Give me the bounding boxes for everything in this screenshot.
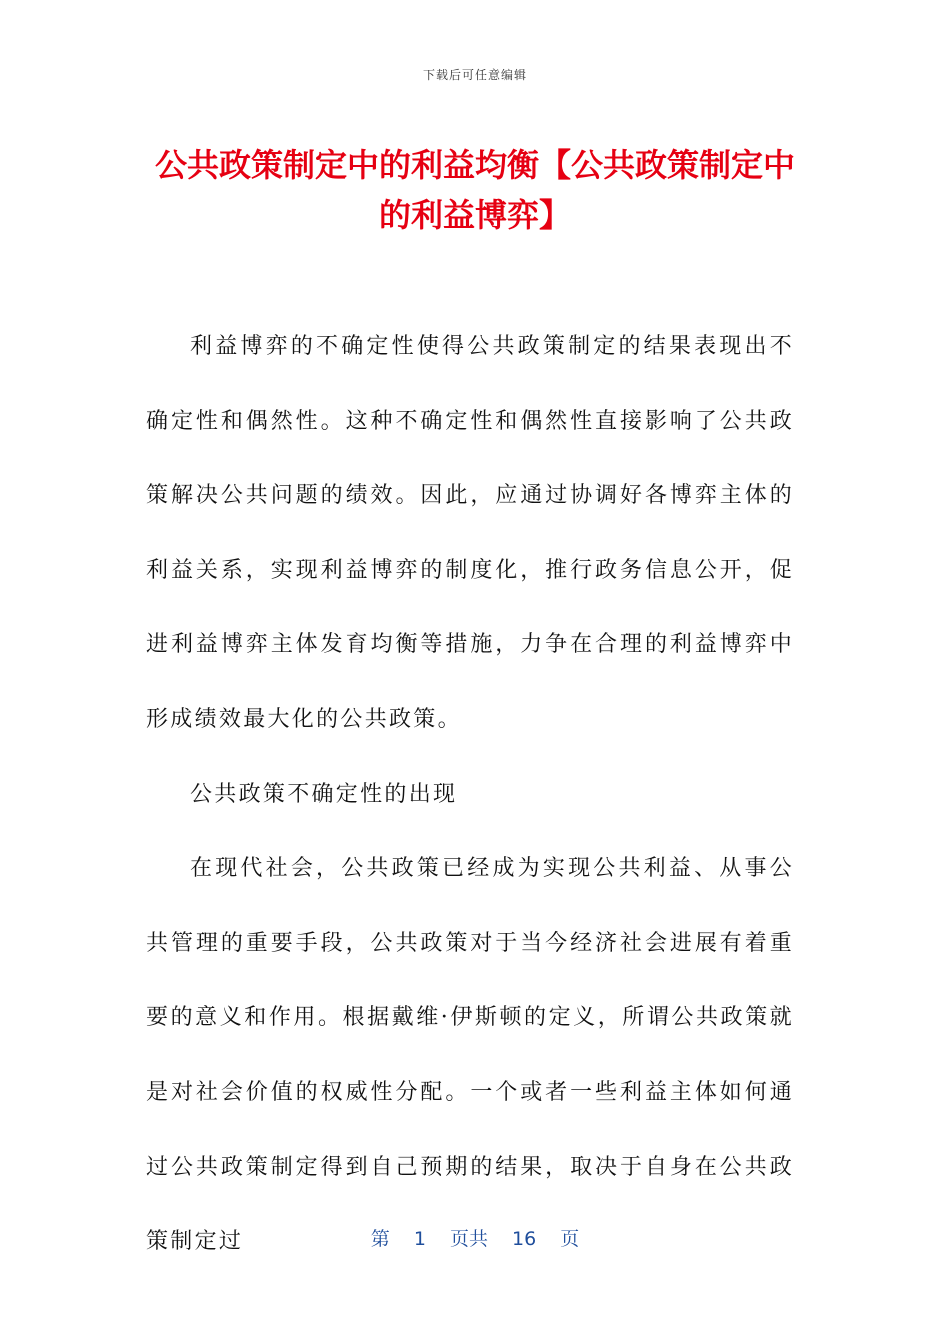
paragraph: 利益博弈的不确定性使得公共政策制定的结果表现出不确定性和偶然性。这种不确定性和偶然性直接影响了公共政策解决公共问题的绩效。因此，应通过协调好各博弈主体的利益关系，实现利益博弈的制度化，推行政务信息公开，促进利益博弈主体发育均衡等措施，力争在合理的利益博弈中形成绩效最大化的公共政策。 [146, 334, 794, 732]
paragraph: 在现代社会，公共政策已经成为实现公共利益、从事公共管理的重要手段，公共政策对于当今经济社会进展有着重要的意义和作用。根据戴维·伊斯顿的定义，所谓公共政策就是对社会价值的权威性分配。一个或者一些利益主体如何通过公共政策制定得到自己预期的结果，取决于自身在公共政策制定过 [146, 856, 794, 1255]
document-body [146, 310, 794, 1280]
document-title: 公共政策制定中的利益均衡【公共政策制定中的利益博弈】 [154, 146, 795, 234]
header-note: 下载后可任意编辑 [422, 68, 527, 82]
section-heading: 公共政策不确定性的出现 [190, 781, 458, 807]
page-footer: 第 1 页共 16 页 [370, 1228, 580, 1250]
